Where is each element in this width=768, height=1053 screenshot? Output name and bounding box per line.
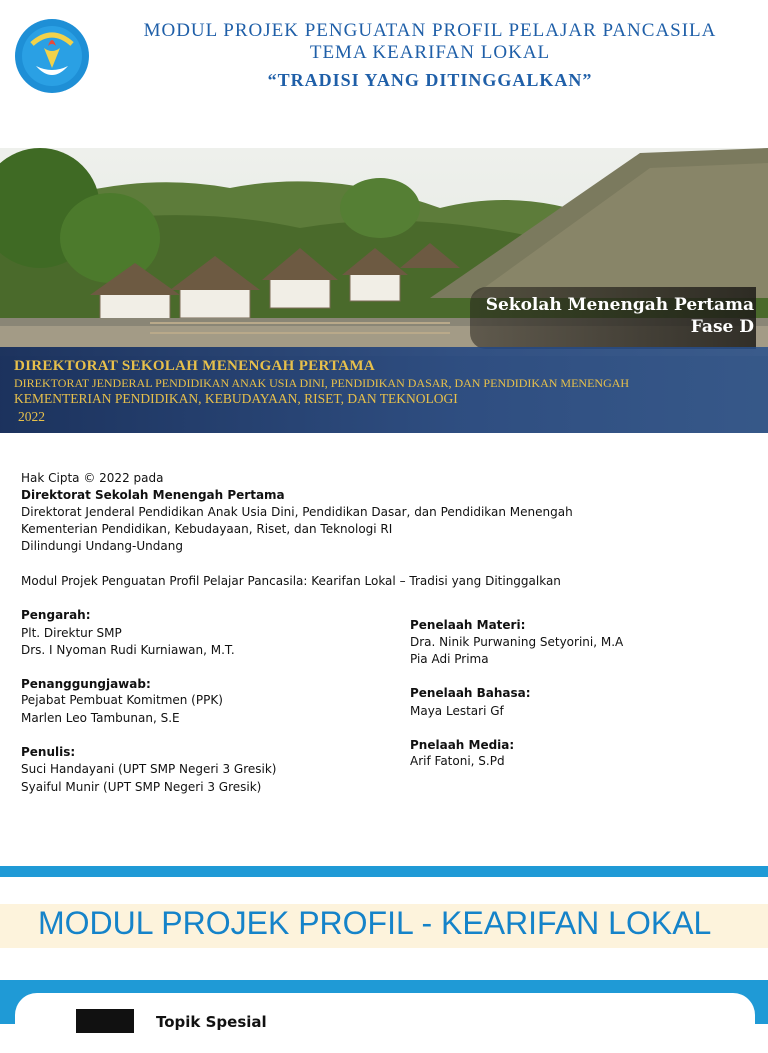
credit-line: Syaiful Munir (UPT SMP Negeri 3 Gresik)	[21, 780, 262, 794]
credit-heading: Pnelaah Media:	[410, 738, 515, 752]
tut-wuri-handayani-logo	[14, 18, 90, 94]
credit-heading: Penelaah Bahasa:	[410, 686, 531, 700]
credit-line: Dra. Ninik Purwaning Setyorini, M.A	[410, 635, 624, 649]
copyright-line: Hak Cipta © 2022 pada	[21, 471, 164, 485]
directorate-general-name: DIREKTORAT JENDERAL PENDIDIKAN ANAK USIA DINI, PENDIDIKAN DASAR, DAN PENDIDIKAN MENENGAH	[14, 376, 630, 390]
credit-line: Pia Adi Prima	[410, 652, 489, 666]
credit-line: Plt. Direktur SMP	[21, 626, 122, 640]
credit-heading: Penanggungjawab:	[21, 677, 151, 691]
header-title-line1: MODUL PROJEK PENGUATAN PROFIL PELAJAR PANCASILA	[143, 20, 717, 41]
credit-heading: Penulis:	[21, 745, 76, 759]
module-banner-title: MODUL PROJEK PROFIL - KEARIFAN LOKAL	[38, 905, 712, 941]
credit-line: Arif Fatoni, S.Pd	[410, 754, 505, 768]
credit-heading: Pengarah:	[21, 608, 91, 622]
ministry-name: KEMENTERIAN PENDIDIKAN, KEBUDAYAAN, RISET, DAN TEKNOLOGI	[14, 391, 458, 406]
topic-label: Topik Spesial	[156, 1013, 267, 1031]
section-divider	[0, 866, 768, 877]
credit-line: Drs. I Nyoman Rudi Kurniawan, M.T.	[21, 643, 235, 657]
module-title-line: Modul Projek Penguatan Profil Pelajar Pancasila: Kearifan Lokal – Tradisi yang Ditinggalkan	[21, 574, 561, 588]
credit-line: Maya Lestari Gf	[410, 704, 504, 718]
copyright-holder: Direktorat Sekolah Menengah Pertama	[21, 488, 285, 502]
cover-year: 2022	[18, 409, 45, 424]
copyright-ministry: Kementerian Pendidikan, Kebudayaan, Riset, dan Teknologi RI	[21, 522, 393, 536]
cover-photo	[0, 148, 768, 433]
school-level-label: Sekolah Menengah Pertama	[485, 295, 754, 315]
topic-icon	[76, 1009, 134, 1033]
credit-line: Marlen Leo Tambunan, S.E	[21, 711, 180, 725]
phase-label: Fase D	[690, 317, 754, 337]
directorate-name: DIREKTORAT SEKOLAH MENENGAH PERTAMA	[14, 358, 375, 374]
header-title-line2: TEMA KEARIFAN LOKAL	[309, 42, 551, 63]
header-subtitle: “TRADISI YANG DITINGGALKAN”	[267, 70, 593, 90]
credit-heading: Penelaah Materi:	[410, 618, 526, 632]
credit-line: Suci Handayani (UPT SMP Negeri 3 Gresik)	[21, 762, 277, 776]
copyright-protection: Dilindungi Undang-Undang	[21, 539, 183, 553]
credit-line: Pejabat Pembuat Komitmen (PPK)	[21, 693, 223, 707]
copyright-directorate-general: Direktorat Jenderal Pendidikan Anak Usia Dini, Pendidikan Dasar, dan Pendidikan Menengah	[21, 505, 573, 519]
